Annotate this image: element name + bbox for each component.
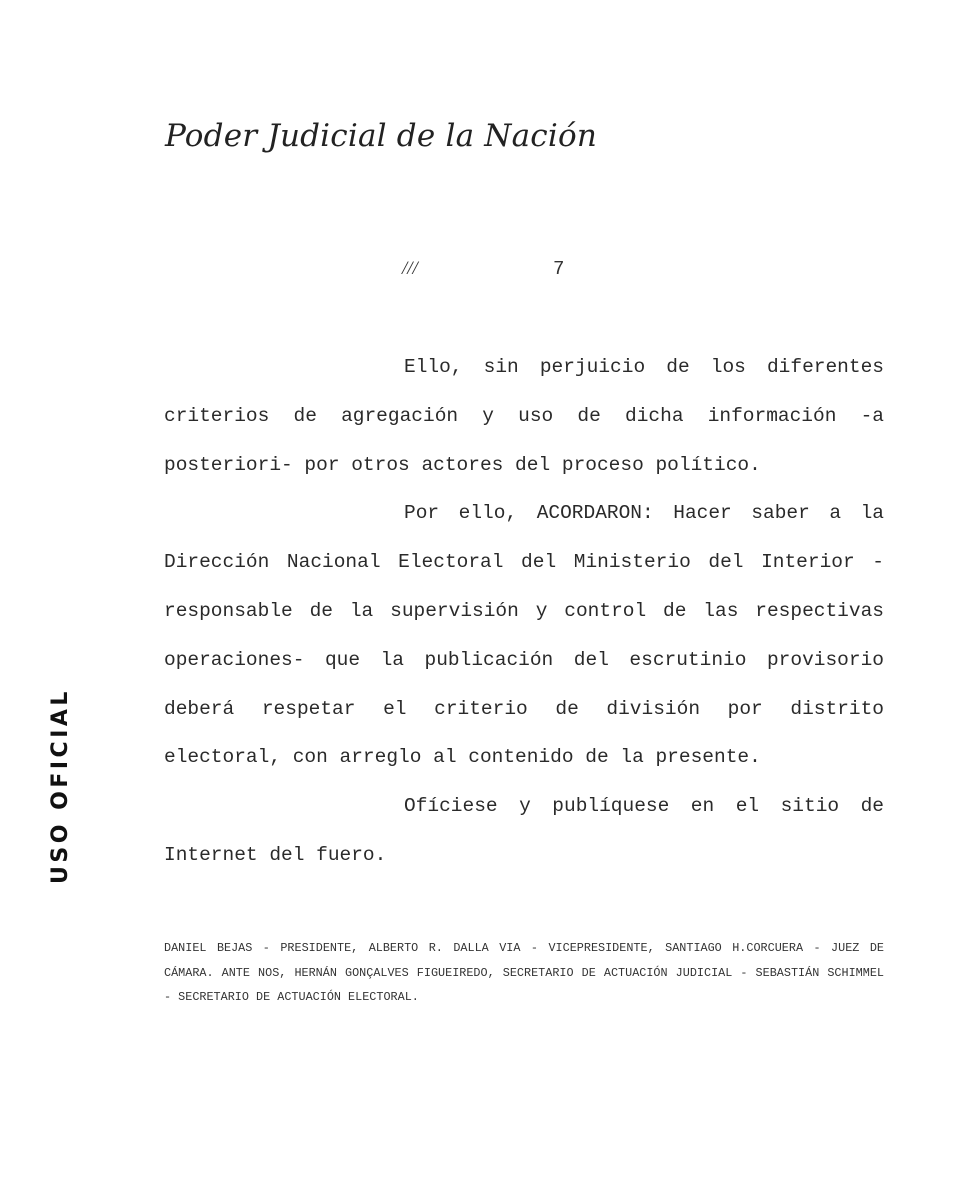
paragraph-2: Por ello, ACORDARON: Hacer saber a la Dirección Nacional Electoral del Ministerio del Interior -responsable de la supervisión y control de las respectivas operaciones- que la publicación del escrutinio provisorio deberá respetar el criterio de división por distrito electoral, con arreglo al contenido de la presente.	[164, 502, 884, 769]
paragraph-3: Ofíciese y publíquese en el sitio de Internet del fuero.	[164, 795, 884, 866]
paragraph-1: Ello, sin perjuicio de los diferentes criterios de agregación y uso de dicha información -a posteriori- por otros actores del proceso político.	[164, 356, 884, 476]
signatures-block: DANIEL BEJAS - PRESIDENTE, ALBERTO R. DALLA VIA - VICEPRESIDENTE, SANTIAGO H.CORCUERA - JUEZ DE CÁMARA. ANTE NOS, HERNÁN GONÇALVES FIGUEIREDO, SECRETARIO DE ACTUACIÓN JUDICIAL - SEBASTIÁN SCHIMMEL - SECRETARIO DE ACTUACIÓN ELECTORAL.	[164, 941, 884, 1004]
page-number: 7	[553, 258, 565, 280]
resolution-body	[164, 343, 884, 880]
court-header-title: Poder Judicial de la Nación	[165, 118, 598, 154]
official-use-stamp: USO OFICIAL	[48, 688, 73, 884]
continuation-mark: ///	[402, 258, 418, 279]
